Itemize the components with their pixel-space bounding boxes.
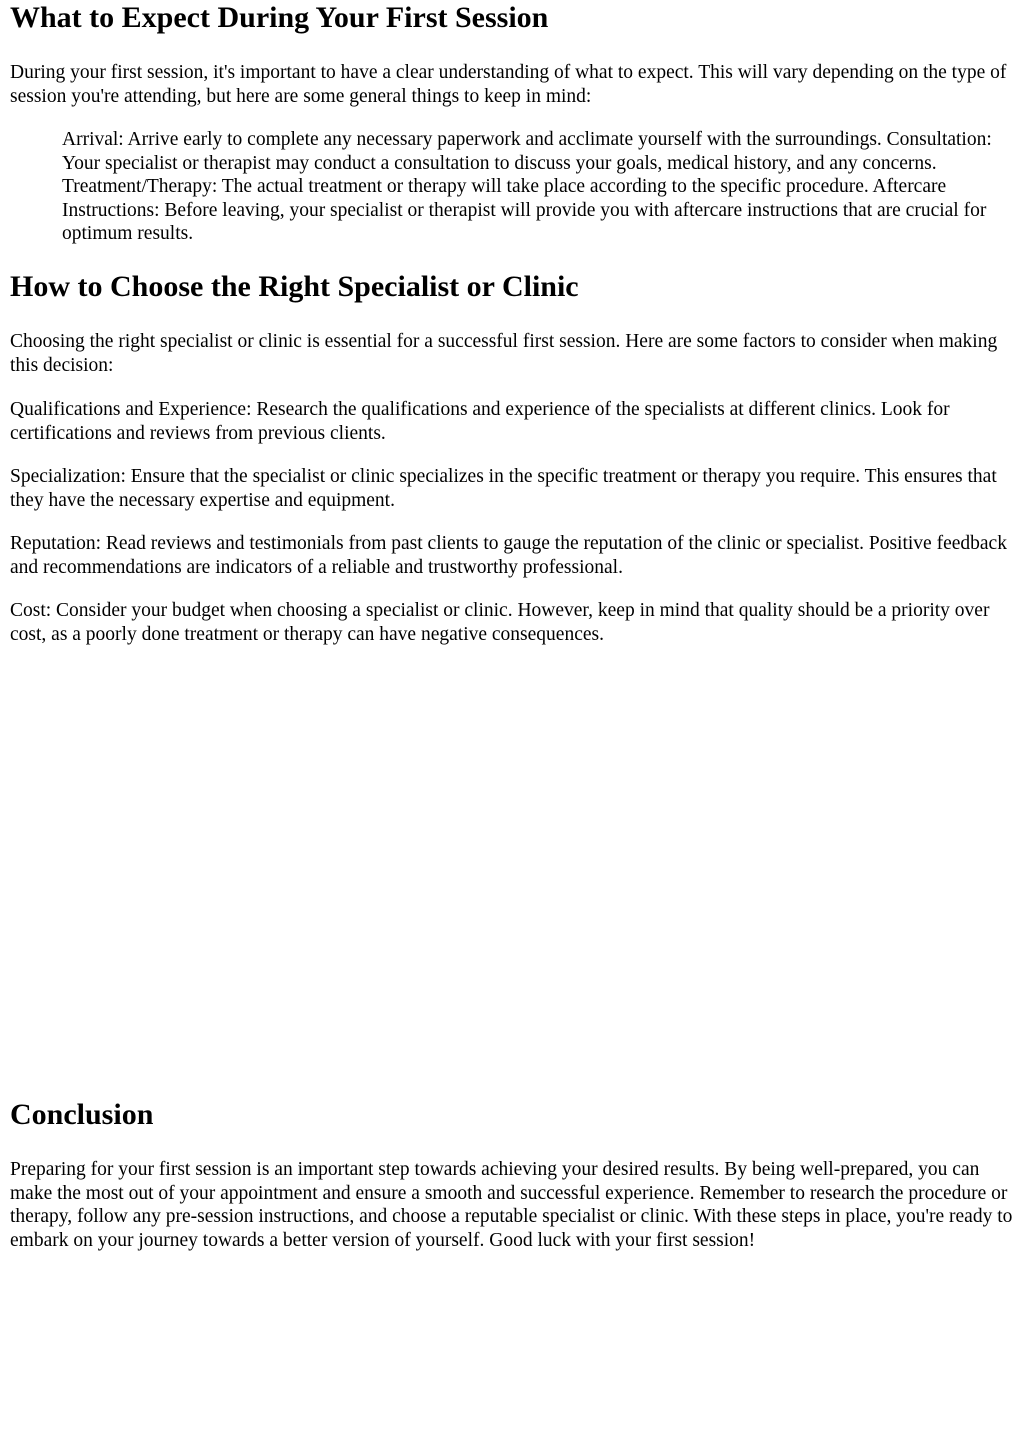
paragraph-choose-intro: Choosing the right specialist or clinic is essential for a successful first session. Here are some factors to consider when making this decision: [10,331,998,376]
paragraph-expect-intro: During your first session, it's important to have a clear understanding of what to expect. This will vary depending on the type of session you're attending, but here are some general things to keep in mind: [10,62,1007,107]
paragraph-conclusion: Preparing for your first session is an important step towards achieving your desired results. By being well-prepared, you can make the most out of your appointment and ensure a smooth and successful experience. Remember to research the procedure or therapy, follow any pre-session instructions, and choose a reputable specialist or clinic. With these steps in place, you're ready to embark on your journey towards a better version of yourself. Good luck with your first session! [10,1159,1013,1251]
section-heading-what-to-expect: What to Expect During Your First Session [10,1,549,34]
section-heading-choose-specialist: How to Choose the Right Specialist or Clinic [10,270,579,303]
paragraph-qualifications: Qualifications and Experience: Research the qualifications and experience of the specialists at different clinics. Look for certifications and reviews from previous clients. [10,399,950,444]
paragraph-reputation: Reputation: Read reviews and testimonials from past clients to gauge the reputation of the clinic or specialist. Positive feedback and recommendations are indicators of a reliable and trustworthy professional. [10,533,1007,578]
paragraph-cost: Cost: Consider your budget when choosing a specialist or clinic. However, keep in mind that quality should be a priority over cost, as a poorly done treatment or therapy can have negative consequences. [10,600,990,645]
section-heading-conclusion: Conclusion [10,1098,154,1131]
blockquote-session-steps: Arrival: Arrive early to complete any necessary paperwork and acclimate yourself with the surroundings. Consultation: Your specialist or therapist may conduct a consultation to discuss your goals, medical history, and any concerns. Treatment/Therapy: The actual treatment or therapy will take place according to the specific procedure. Aftercare Instructions: Before leaving, your specialist or therapist will provide you with aftercare instructions that are crucial for optimum results. [62,129,992,244]
paragraph-specialization: Specialization: Ensure that the specialist or clinic specializes in the specific treatment or therapy you require. This ensures that they have the necessary expertise and equipment. [10,466,997,511]
